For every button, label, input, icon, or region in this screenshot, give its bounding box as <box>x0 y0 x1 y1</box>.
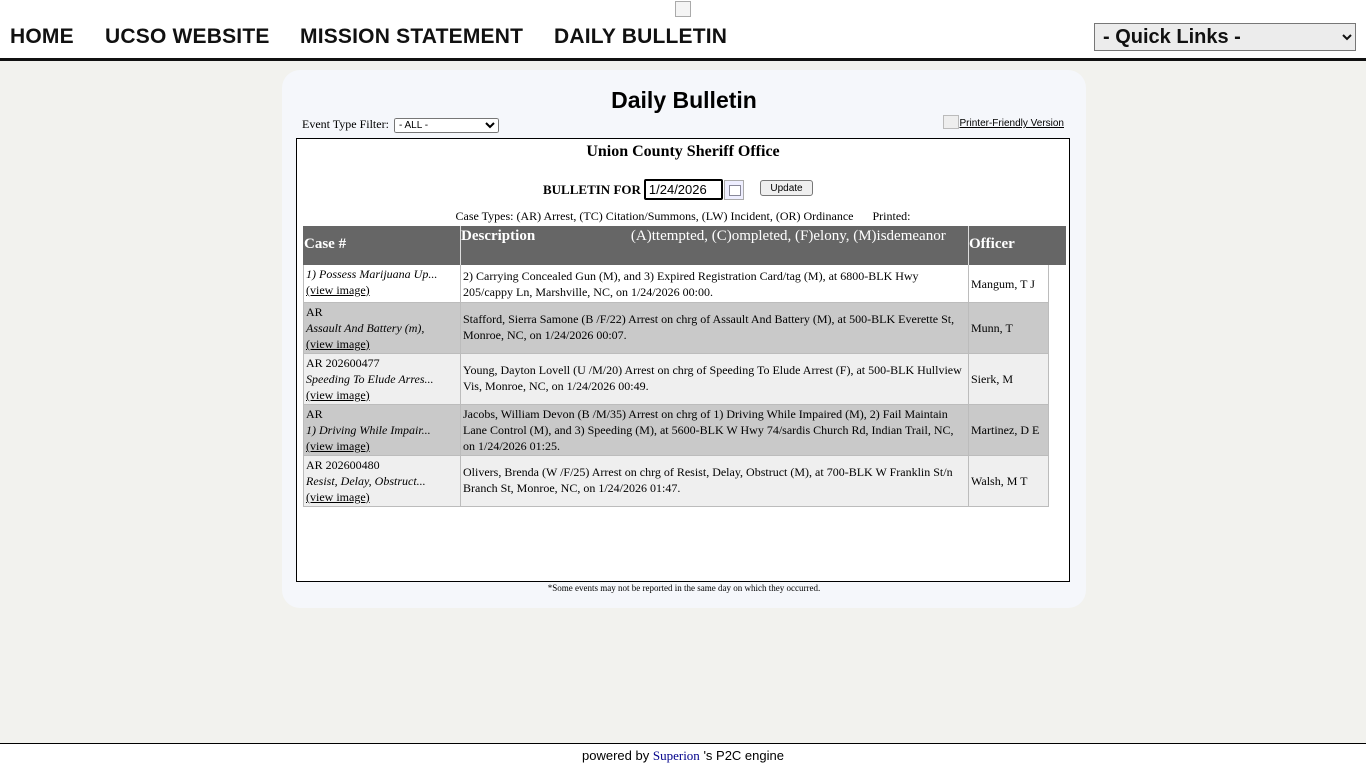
nav-ucso-website[interactable]: UCSO WEBSITE <box>105 25 270 48</box>
case-number: AR 202600477 <box>306 356 380 370</box>
table-row <box>303 405 1049 456</box>
filter-label: Event Type Filter: <box>302 117 389 131</box>
case-number: AR <box>306 407 323 421</box>
superion-link[interactable]: Superion <box>652 748 700 763</box>
event-type-select[interactable] <box>394 118 499 133</box>
event-type-filter <box>302 117 499 133</box>
case-number: AR <box>306 305 323 319</box>
view-image-link[interactable]: (view image) <box>306 388 370 402</box>
case-types-legend <box>297 209 1069 224</box>
bulletin-panel <box>282 70 1086 608</box>
officer-cell: Munn, T <box>971 321 1013 335</box>
charge-summary: 1) Possess Marijuana Up... <box>306 267 438 281</box>
table-row <box>303 265 1049 303</box>
footer <box>0 743 1366 768</box>
footer-suffix: 's P2C engine <box>703 748 784 763</box>
officer-cell: Sierk, M <box>971 372 1013 386</box>
logo-image-icon <box>675 1 691 17</box>
table-body <box>303 265 1049 507</box>
view-image-link[interactable]: (view image) <box>306 490 370 504</box>
nav-home[interactable]: HOME <box>10 25 74 48</box>
top-nav-bar <box>0 0 1366 61</box>
header-description[interactable] <box>461 226 968 265</box>
bulletin-date-row <box>543 179 744 200</box>
footnote: *Some events may not be reported in the same day on which they occurred. <box>547 583 821 593</box>
charge-summary: Speeding To Elude Arres... <box>306 372 434 386</box>
officer-cell: Martinez, D E <box>971 423 1040 437</box>
case-types-text: Case Types: (AR) Arrest, (TC) Citation/Summons, (LW) Incident, (OR) Ordinance <box>455 209 854 223</box>
nav-mission-statement[interactable]: MISSION STATEMENT <box>300 25 524 48</box>
header-description-label: Description <box>461 228 536 244</box>
case-cell <box>304 456 461 506</box>
table-header <box>303 226 1066 265</box>
description-cell: Stafford, Sierra Samone (B /F/22) Arrest on chrg of Assault And Battery (M), at 500-BLK Everette St, Monroe, NC, on 1/24/2026 00:07. <box>461 303 969 353</box>
printed-label: Printed: <box>872 209 911 223</box>
description-cell: Olivers, Brenda (W /F/25) Arrest on chrg of Resist, Delay, Obstruct (M), at 700-BLK W Franklin St/n Branch St, Monroe, NC, on 1/24/2026 01:47. <box>461 456 969 506</box>
officer-cell: Walsh, M T <box>971 474 1028 488</box>
description-cell: 2) Carrying Concealed Gun (M), and 3) Expired Registration Card/tag (M), at 6800-BLK Hwy 205/cappy Ln, Marshville, NC, on 1/24/2026 00:00. <box>461 265 969 302</box>
calendar-icon[interactable] <box>724 180 744 200</box>
header-officer[interactable]: Officer <box>969 236 1015 252</box>
table-row <box>303 303 1049 354</box>
header-case[interactable]: Case # <box>304 236 347 252</box>
nav-daily-bulletin[interactable]: DAILY BULLETIN <box>554 25 728 48</box>
update-button[interactable]: Update <box>760 180 813 196</box>
case-cell <box>304 354 461 404</box>
footer-prefix: powered by <box>582 748 650 763</box>
charge-summary: Resist, Delay, Obstruct... <box>306 474 426 488</box>
printer-icon <box>943 115 959 129</box>
bulletin-date-input[interactable] <box>644 179 723 200</box>
charge-summary: 1) Driving While Impair... <box>306 423 431 437</box>
printer-link-label: Printer-Friendly Version <box>959 118 1064 129</box>
agency-name: Union County Sheriff Office <box>586 143 780 160</box>
view-image-link[interactable]: (view image) <box>306 337 370 351</box>
table-row <box>303 456 1049 507</box>
officer-cell: Mangum, T J <box>971 276 1035 291</box>
case-cell <box>304 303 461 353</box>
charge-summary: Assault And Battery (m), <box>306 321 425 335</box>
bulletin-for-label: BULLETIN FOR <box>543 181 641 197</box>
header-description-legend: (A)ttempted, (C)ompleted, (F)elony, (M)isdemeanor <box>630 228 946 244</box>
case-number: AR 202600480 <box>306 458 380 472</box>
view-image-link[interactable]: (view image) <box>306 439 370 453</box>
view-image-link[interactable]: (view image) <box>306 283 370 297</box>
quick-links-select[interactable] <box>1094 23 1356 51</box>
description-cell: Jacobs, William Devon (B /M/35) Arrest on chrg of 1) Driving While Impaired (M), 2) Fail Maintain Lane Control (M), and 3) Speeding (M), at 5600-BLK W Hwy 74/sardis Church Rd, Indian Trail, NC, on 1/24/2026 01:25. <box>461 405 969 455</box>
table-row <box>303 354 1049 405</box>
bulletin-box <box>296 138 1070 582</box>
case-cell <box>304 265 461 302</box>
page-title: Daily Bulletin <box>611 87 757 113</box>
printer-friendly-link[interactable] <box>943 115 1064 129</box>
case-cell <box>304 405 461 455</box>
description-cell: Young, Dayton Lovell (U /M/20) Arrest on chrg of Speeding To Elude Arrest (F), at 500-BLK Hullview Vis, Monroe, NC, on 1/24/2026 00:49. <box>461 354 969 404</box>
